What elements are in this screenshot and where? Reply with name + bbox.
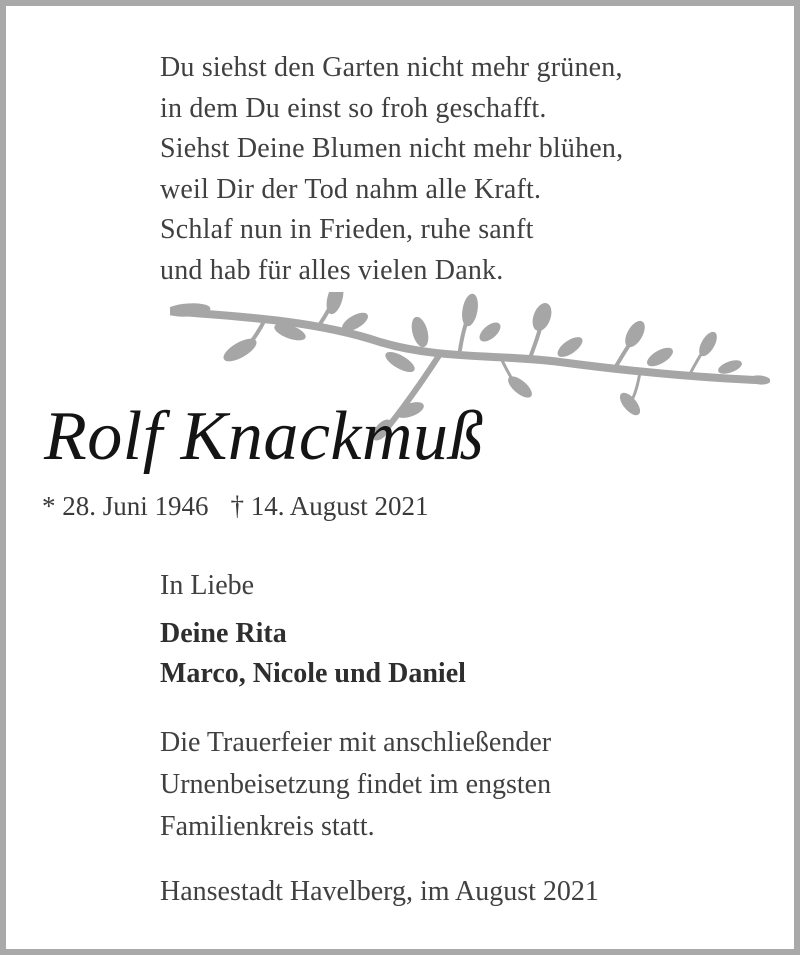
mourner-name: Deine Rita	[160, 618, 287, 649]
birth-date: * 28. Juni 1946	[42, 491, 209, 521]
poem-line: und hab für alles vielen Dank.	[160, 254, 504, 286]
death-date: † 14. August 2021	[230, 491, 429, 521]
ceremony-notice	[160, 722, 760, 848]
mourner-names	[160, 614, 760, 694]
ceremony-line: Die Trauerfeier mit anschließender	[160, 727, 552, 758]
life-dates	[42, 488, 429, 524]
poem-line: Siehst Deine Blumen nicht mehr blühen,	[160, 133, 624, 164]
poem-line: Du siehst den Garten nicht mehr grünen,	[160, 52, 623, 83]
poem-line: weil Dir der Tod nahm alle Kraft.	[160, 173, 542, 205]
mourner-name: Marco, Nicole und Daniel	[160, 658, 466, 689]
place-and-date: Hansestadt Havelberg, im August 2021	[160, 876, 599, 907]
love-intro: In Liebe	[160, 570, 255, 601]
poem	[160, 48, 760, 291]
ceremony-line: Urnenbeisetzung findet im engsten	[160, 769, 552, 800]
poem-line: Schlaf nun in Frieden, ruhe sanft	[160, 214, 534, 245]
ceremony-line: Familienkreis statt.	[160, 811, 375, 842]
poem-line: in dem Du einst so froh geschafft.	[160, 92, 547, 124]
deceased-name: Rolf Knackmuß	[44, 398, 485, 475]
